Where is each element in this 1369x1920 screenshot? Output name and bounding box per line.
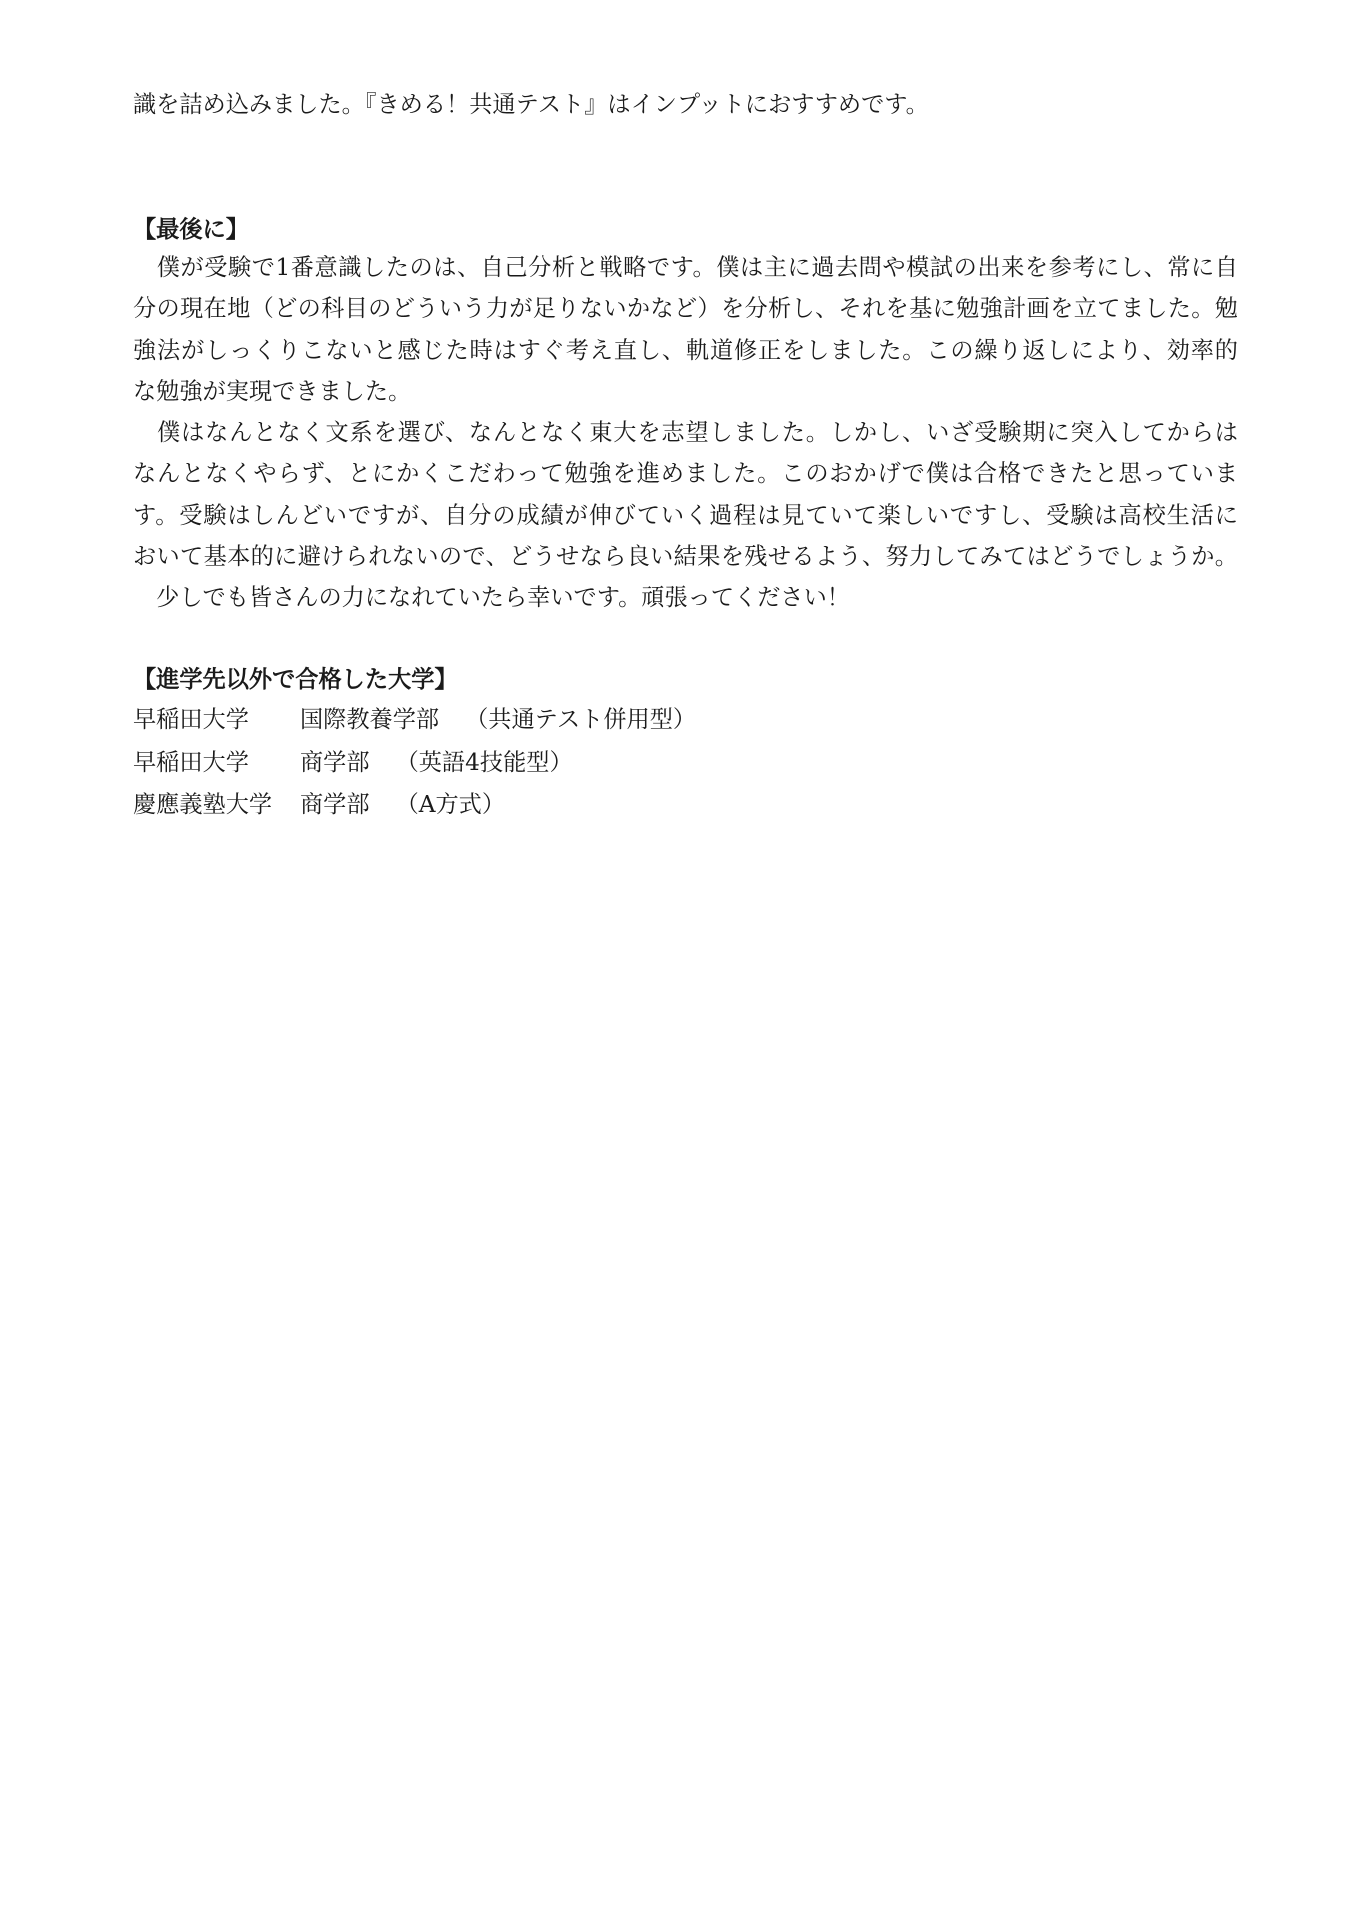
admission-row <box>133 699 1238 742</box>
paragraph-line: な勉強が実現できました。 <box>133 377 412 405</box>
admission-method: （共通テスト併用型） <box>465 706 697 733</box>
university-name: 慶應義塾大学 <box>133 791 273 818</box>
paragraph <box>133 577 1238 618</box>
section-heading-admissions: 【進学先以外で合格した大学】 <box>133 666 458 693</box>
faculty-name: 商学部 <box>300 748 370 776</box>
paragraph-line: 少しでも皆さんの力になれていたら幸いです。頑張ってください！ <box>133 584 850 611</box>
faculty-name: 国際教養学部 <box>300 706 440 733</box>
university-name: 早稲田大学 <box>133 748 249 776</box>
paragraph-line: す。受験はしんどいですが、自分の成績が伸びていく過程は見ていて楽しいですし、受験は高校生活に <box>133 501 1238 529</box>
closing-section-body <box>133 247 1238 618</box>
paragraph-line: なんとなくやらず、とにかくこだわって勉強を進めました。このおかげで僕は合格できたと思っていま <box>133 460 1238 488</box>
paragraph-line: おいて基本的に避けられないので、どうせなら良い結果を残せるよう、努力してみてはどうでしょうか。 <box>133 542 1238 570</box>
admission-row <box>133 784 1238 827</box>
admission-method: （英語4技能型） <box>395 748 573 776</box>
admission-row <box>133 742 1238 785</box>
paragraph <box>133 412 1238 577</box>
paragraph-line: 僕はなんとなく文系を選び、なんとなく東大を志望しました。しかし、いざ受験期に突入してからは <box>133 419 1238 446</box>
paragraph <box>133 247 1238 412</box>
paragraph-line: 分の現在地（どの科目のどういう力が足りないかなど）を分析し、それを基に勉強計画を立てました。勉 <box>133 295 1238 323</box>
faculty-name: 商学部 <box>300 791 370 818</box>
paragraph-line: 強法がしっくりこないと感じた時はすぐ考え直し、軌道修正をしました。この繰り返しにより、効率的 <box>133 336 1238 364</box>
admissions-list <box>133 699 1238 827</box>
admission-method: （A方式） <box>395 791 506 818</box>
university-name: 早稲田大学 <box>133 706 249 733</box>
paragraph-line: 僕が受験で1番意識したのは、自己分析と戦略です。僕は主に過去問や模試の出来を参考にし、常に自 <box>133 254 1238 281</box>
continuation-paragraph <box>133 84 1238 125</box>
continuation-line: 識を詰め込みました。『きめる！共通テスト』はインプットにおすすめです。 <box>133 91 929 118</box>
section-heading-closing: 【最後に】 <box>133 216 249 243</box>
